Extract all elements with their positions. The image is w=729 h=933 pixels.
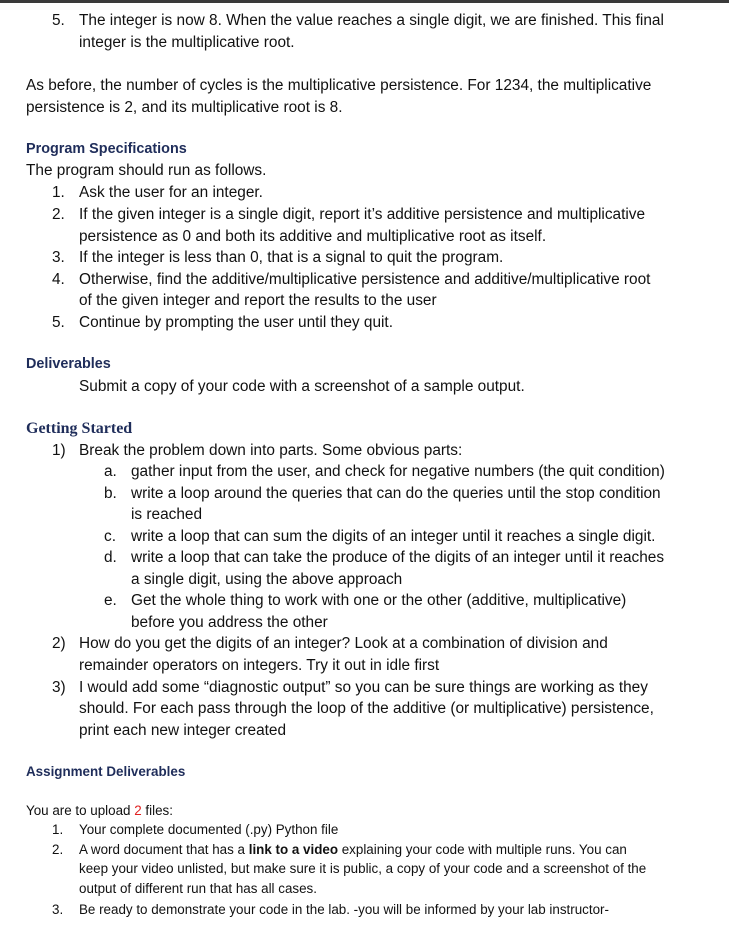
list-number: 1. (52, 184, 65, 201)
list-item-text: Continue by prompting the user until they quit. (79, 314, 393, 331)
list-number: 1. (52, 822, 64, 837)
upload-intro-suffix: files: (141, 803, 173, 818)
list-item-text: Be ready to demonstrate your code in the lab. -you will be informed by your lab instructor- (79, 902, 609, 917)
list-item-text: If the given integer is a single digit, report it’s additive persistence and multiplicative (79, 206, 646, 223)
sublist-item-text: before you address the other (131, 614, 328, 631)
list-item-text: Ask the user for an integer. (79, 184, 263, 201)
list-number: 2. (52, 206, 65, 223)
list-item-text: print each new integer created (79, 722, 287, 739)
list-item-text: of the given integer and report the results to the user (79, 292, 437, 309)
sublist-item-text: write a loop around the queries that can do the queries until the stop condition (131, 485, 661, 502)
sublist-item-text: write a loop that can take the produce of the digits of an integer until it reaches (131, 549, 665, 566)
list-item-text: Otherwise, find the additive/multiplicative persistence and additive/multiplicative root (79, 271, 651, 288)
sublist-item-text: a single digit, using the above approach (131, 571, 403, 588)
sublist-item-text: is reached (131, 506, 203, 523)
list-item-text: I would add some “diagnostic output” so you can be sure things are working as they (79, 679, 648, 696)
sublist-letter: b. (104, 485, 117, 502)
list-item-text: Break the problem down into parts. Some obvious parts: (79, 442, 463, 459)
list-number: 1) (52, 442, 66, 459)
list-number: 3. (52, 249, 65, 266)
list-number: 2) (52, 635, 66, 652)
list-item-text: remainder operators on integers. Try it out in idle first (79, 657, 440, 674)
list-number: 3. (52, 902, 64, 917)
section-heading-program-specifications: Program Specifications (26, 141, 187, 157)
sublist-letter: c. (104, 528, 116, 545)
list-number: 5. (52, 314, 65, 331)
paragraph-line (26, 801, 173, 820)
list-item-text: keep your video unlisted, but make sure it is public, a copy of your code and a screenshot of the (79, 861, 647, 876)
list-item-text: integer is the multiplicative root. (79, 34, 295, 51)
list-item-text: If the integer is less than 0, that is a signal to quit the program. (79, 249, 504, 266)
sublist-letter: d. (104, 549, 117, 566)
list-item-text: should. For each pass through the loop of the additive (or multiplicative) persistence, (79, 700, 654, 717)
list-item-text: The integer is now 8. When the value reaches a single digit, we are finished. This final (79, 12, 664, 29)
paragraph-line: persistence is 2, and its multiplicative root is 8. (26, 99, 343, 116)
sublist-letter: a. (104, 463, 117, 480)
section-heading-deliverables: Deliverables (26, 356, 111, 372)
upload-intro-text: You are to upload (26, 803, 135, 818)
sublist-item-text: Get the whole thing to work with one or the other (additive, multiplicative) (131, 592, 627, 609)
list-number: 5. (52, 12, 65, 29)
sublist-item-text: write a loop that can sum the digits of an integer until it reaches a single digit. (131, 528, 656, 545)
section-heading-assignment-deliverables: Assignment Deliverables (26, 764, 186, 779)
top-border (0, 0, 729, 3)
list-number: 3) (52, 679, 66, 696)
list-item-text: persistence as 0 and both its additive and multiplicative root as itself. (79, 228, 547, 245)
video-link-emphasis: link to a video (248, 842, 339, 857)
paragraph-line: The program should run as follows. (26, 162, 267, 179)
list-item-text: output of different run that has all cases. (79, 881, 317, 896)
list-item-text (79, 840, 627, 859)
list-number: 2. (52, 842, 64, 857)
paragraph-line: Submit a copy of your code with a screenshot of a sample output. (79, 378, 525, 395)
file-count: 2 (134, 803, 142, 818)
sublist-item-text: gather input from the user, and check for negative numbers (the quit condition) (131, 463, 665, 480)
list-item-text: How do you get the digits of an integer? Look at a combination of division and (79, 635, 608, 652)
list-item-text: Your complete documented (.py) Python file (79, 822, 339, 837)
list-number: 4. (52, 271, 65, 288)
paragraph-line: As before, the number of cycles is the multiplicative persistence. For 1234, the multiplicative (26, 77, 652, 94)
section-heading-getting-started: Getting Started (26, 420, 133, 437)
sublist-letter: e. (104, 592, 117, 609)
list-item-text-part: A word document that has a (79, 842, 249, 857)
list-item-text-part: explaining your code with multiple runs. You can (338, 842, 627, 857)
